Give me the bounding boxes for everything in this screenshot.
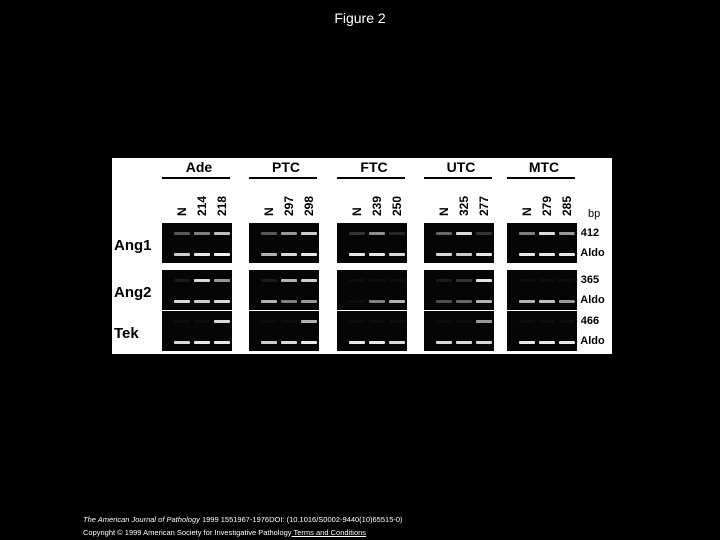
gel-band (349, 279, 365, 282)
gel-band (261, 300, 277, 303)
gel-panel (162, 223, 232, 263)
gel-band (519, 300, 535, 303)
gel-band (301, 320, 317, 323)
gel-band (214, 279, 230, 282)
gel-panel (162, 270, 232, 310)
gel-band (539, 341, 555, 344)
group-underline (337, 177, 405, 179)
gel-band (369, 341, 385, 344)
size-marker-aldo: - Aldo (574, 294, 605, 306)
gel-band (559, 279, 575, 282)
gel-band (436, 300, 452, 303)
journal-name: The American Journal of Pathology (83, 515, 200, 524)
gel-band (369, 253, 385, 256)
gel-band (436, 279, 452, 282)
lane-label: 285 (560, 195, 574, 216)
slide-title: Figure 2 (334, 10, 386, 26)
gel-panel (249, 270, 319, 310)
lane-label: N (437, 207, 451, 216)
lane-label: 277 (477, 195, 491, 216)
gel-band (194, 279, 210, 282)
gel-band (281, 279, 297, 282)
gel-panel (337, 270, 407, 310)
gel-band (456, 320, 472, 323)
gel-band (349, 341, 365, 344)
gel-band (281, 341, 297, 344)
size-marker-aldo: - Aldo (574, 247, 605, 259)
gel-band (519, 279, 535, 282)
gel-band (174, 253, 190, 256)
gel-band (519, 253, 535, 256)
gel-panel (507, 270, 577, 310)
gel-band (436, 232, 452, 235)
lane-label: 279 (540, 195, 554, 216)
gel-band (214, 253, 230, 256)
gel-band (476, 320, 492, 323)
gel-band (476, 341, 492, 344)
gel-panel (337, 223, 407, 263)
gel-band (261, 279, 277, 282)
gel-band (539, 253, 555, 256)
gel-band (436, 253, 452, 256)
size-marker-aldo: - Aldo (574, 335, 605, 347)
gel-panel (424, 223, 494, 263)
gel-band (476, 253, 492, 256)
gel-band (174, 232, 190, 235)
gel-band (389, 300, 405, 303)
group-underline (162, 177, 230, 179)
gel-band (214, 320, 230, 323)
gel-figure (112, 158, 612, 354)
gel-band (519, 341, 535, 344)
gel-band (456, 300, 472, 303)
group-underline (249, 177, 317, 179)
gel-band (214, 341, 230, 344)
gel-band (194, 341, 210, 344)
size-marker-upper: - 365 (574, 274, 600, 286)
gel-band (261, 341, 277, 344)
gel-band (539, 232, 555, 235)
gel-band (369, 279, 385, 282)
gel-band (539, 279, 555, 282)
gel-band (389, 320, 405, 323)
gel-band (476, 300, 492, 303)
lane-label: 214 (195, 195, 209, 216)
group-label-ade: Ade (185, 159, 213, 175)
gel-panel (507, 311, 577, 351)
size-marker-upper: - 412 (574, 227, 600, 239)
gel-panel (424, 270, 494, 310)
gel-band (559, 341, 575, 344)
gel-band (174, 341, 190, 344)
gel-panel (162, 311, 232, 351)
gel-panel (337, 311, 407, 351)
gel-band (349, 253, 365, 256)
gel-band (456, 253, 472, 256)
gel-panel (249, 223, 319, 263)
gel-row-label-ang1: Ang1 (114, 237, 152, 254)
gel-band (301, 253, 317, 256)
copyright-text: Copyright © 1999 American Society for Investigative Pathology (83, 528, 292, 537)
gel-row-label-tek: Tek (114, 325, 139, 342)
gel-panel (249, 311, 319, 351)
gel-panel (424, 311, 494, 351)
gel-band (389, 341, 405, 344)
gel-row-label-ang2: Ang2 (114, 284, 152, 301)
footer-copyright (83, 528, 366, 537)
gel-band (194, 320, 210, 323)
gel-band (436, 320, 452, 323)
gel-band (456, 232, 472, 235)
gel-band (301, 279, 317, 282)
gel-band (301, 341, 317, 344)
gel-band (261, 320, 277, 323)
lane-label: 239 (370, 195, 384, 216)
gel-band (476, 279, 492, 282)
lane-label: N (520, 207, 534, 216)
gel-band (349, 320, 365, 323)
gel-band (369, 300, 385, 303)
gel-band (369, 320, 385, 323)
gel-band (476, 232, 492, 235)
gel-panel (507, 223, 577, 263)
lane-label: N (350, 207, 364, 216)
gel-band (214, 300, 230, 303)
gel-band (174, 320, 190, 323)
lane-label: 297 (282, 195, 296, 216)
gel-band (519, 320, 535, 323)
terms-link[interactable]: Terms and Conditions (291, 528, 367, 537)
group-label-utc: UTC (446, 159, 476, 175)
gel-band (389, 253, 405, 256)
gel-band (559, 320, 575, 323)
bp-label: bp (588, 208, 601, 220)
gel-band (281, 300, 297, 303)
gel-band (539, 320, 555, 323)
gel-band (539, 300, 555, 303)
gel-band (281, 253, 297, 256)
lane-label: N (175, 207, 189, 216)
group-label-ptc: PTC (272, 159, 300, 175)
gel-band (194, 232, 210, 235)
lane-label: 218 (215, 195, 229, 216)
group-underline (507, 177, 575, 179)
footer-citation (83, 515, 403, 524)
gel-band (559, 253, 575, 256)
gel-band (194, 300, 210, 303)
gel-band (301, 300, 317, 303)
gel-band (301, 232, 317, 235)
gel-band (194, 253, 210, 256)
gel-band (214, 232, 230, 235)
gel-band (436, 341, 452, 344)
gel-band (369, 232, 385, 235)
gel-band (519, 232, 535, 235)
lane-label: 298 (302, 195, 316, 216)
group-label-ftc: FTC (360, 159, 388, 175)
gel-band (349, 300, 365, 303)
lane-label: 325 (457, 195, 471, 216)
lane-label: N (262, 207, 276, 216)
gel-band (281, 320, 297, 323)
gel-band (349, 232, 365, 235)
gel-band (559, 300, 575, 303)
gel-band (389, 232, 405, 235)
size-marker-upper: - 466 (574, 315, 600, 327)
citation-text: 1999 1551967-1976DOI: (10.1016/S0002-9440(10)65515-0) (199, 515, 403, 524)
gel-band (174, 300, 190, 303)
gel-band (389, 279, 405, 282)
gel-band (261, 232, 277, 235)
gel-band (456, 279, 472, 282)
gel-band (456, 341, 472, 344)
gel-band (261, 253, 277, 256)
lane-label: 250 (390, 195, 404, 216)
gel-band (559, 232, 575, 235)
gel-band (281, 232, 297, 235)
group-label-mtc: MTC (528, 159, 560, 175)
group-underline (424, 177, 492, 179)
gel-band (174, 279, 190, 282)
